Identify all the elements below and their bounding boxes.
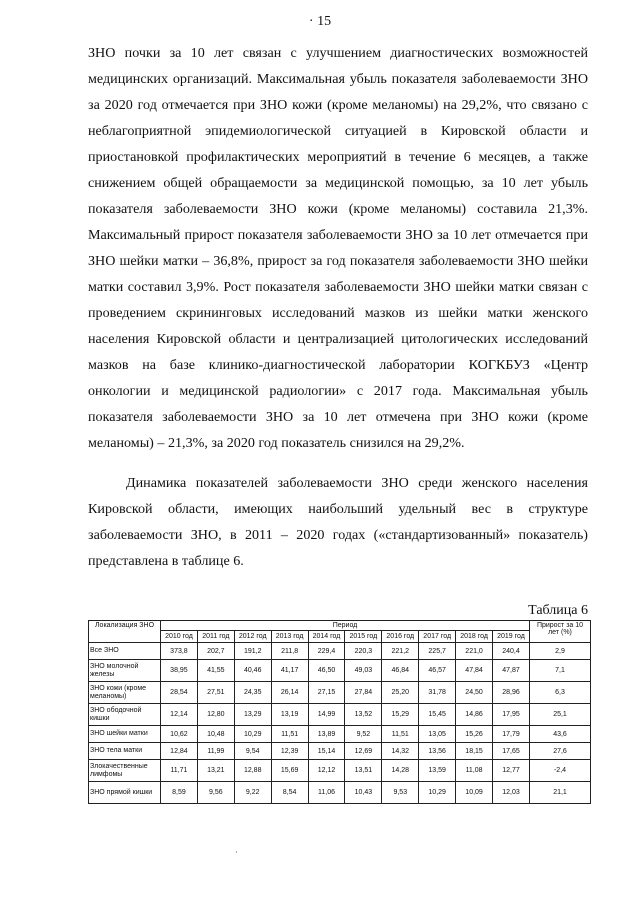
value-cell: 13,89 bbox=[308, 726, 345, 743]
value-cell: 221,2 bbox=[382, 643, 419, 660]
growth-cell: 43,6 bbox=[530, 726, 591, 743]
value-cell: 15,26 bbox=[456, 726, 493, 743]
stray-mark: · bbox=[235, 848, 238, 857]
value-cell: 10,43 bbox=[345, 782, 382, 804]
header-localization: Локализация ЗНО bbox=[89, 621, 161, 643]
value-cell: 26,14 bbox=[271, 682, 308, 704]
paragraph-2: Динамика показателей заболеваемости ЗНО среди женского населения Кировской области, имеющих наибольший удельный вес в структуре заболеваемости ЗНО, в 2011 – 2020 годах («стандартизованный» показатель) представлена в таблице 6. bbox=[88, 475, 588, 569]
row-label: ЗНО молочной железы bbox=[89, 660, 161, 682]
value-cell: 14,86 bbox=[456, 704, 493, 726]
year-header: 2014 год bbox=[308, 631, 345, 643]
value-cell: 15,69 bbox=[271, 760, 308, 782]
growth-cell: -2,4 bbox=[530, 760, 591, 782]
value-cell: 14,28 bbox=[382, 760, 419, 782]
incidence-table bbox=[88, 620, 591, 804]
row-label: ЗНО ободочной кишки bbox=[89, 704, 161, 726]
table-row bbox=[89, 782, 591, 804]
value-cell: 10,29 bbox=[234, 726, 271, 743]
value-cell: 221,0 bbox=[456, 643, 493, 660]
value-cell: 27,51 bbox=[197, 682, 234, 704]
value-cell: 46,84 bbox=[382, 660, 419, 682]
value-cell: 9,53 bbox=[382, 782, 419, 804]
paragraph-1: ЗНО почки за 10 лет связан с улучшением диагностических возможностей медицинских организаций. Максимальная убыль показателя заболеваемости ЗНО за 2020 год отмечается при ЗНО кожи (кроме меланомы) на 29,2%, что связано с неблагоприятной эпидемиологической ситуацией в Кировской области и приостановкой профилактических мероприятий в течение 6 месяцев, а также снижением общей обращаемости за медицинской помощью, за 10 лет убыль показателя заболеваемости ЗНО кожи (кроме меланомы) составила 21,3%. Максимальный прирост показателя заболеваемости ЗНО за 10 лет отмечается при ЗНО шейки матки – 36,8%, прирост за год показателя заболеваемости ЗНО шейки матки составил 3,9%. Рост показателя заболеваемости ЗНО шейки матки связан с проведением скрининговых исследований мазков из шейки матки женского населения Кировской области и централизацией цитологических исследований мазков на базе клинико-диагностической лаборатории КОГКБУЗ «Центр онкологии и медицинской радиологии» с 2017 года. Максимальная убыль показателя заболеваемости ЗНО за 10 лет отмечена при ЗНО кожи (кроме меланомы) – 21,3%, за 2020 год показатель снизился на 29,2%. bbox=[88, 45, 588, 451]
value-cell: 12,14 bbox=[161, 704, 198, 726]
value-cell: 28,54 bbox=[161, 682, 198, 704]
value-cell: 9,52 bbox=[345, 726, 382, 743]
value-cell: 229,4 bbox=[308, 643, 345, 660]
body-text bbox=[88, 40, 588, 574]
value-cell: 9,56 bbox=[197, 782, 234, 804]
value-cell: 15,29 bbox=[382, 704, 419, 726]
header-growth: Прирост за 10 лет (%) bbox=[530, 621, 591, 643]
value-cell: 40,46 bbox=[234, 660, 271, 682]
value-cell: 8,59 bbox=[161, 782, 198, 804]
row-label: ЗНО кожи (кроме меланомы) bbox=[89, 682, 161, 704]
header-period: Период bbox=[161, 621, 530, 631]
table-row bbox=[89, 704, 591, 726]
row-label: ЗНО тела матки bbox=[89, 743, 161, 760]
table-row bbox=[89, 760, 591, 782]
value-cell: 10,48 bbox=[197, 726, 234, 743]
value-cell: 11,51 bbox=[382, 726, 419, 743]
year-header: 2016 год bbox=[382, 631, 419, 643]
value-cell: 9,22 bbox=[234, 782, 271, 804]
row-label: Все ЗНО bbox=[89, 643, 161, 660]
value-cell: 27,84 bbox=[345, 682, 382, 704]
growth-cell: 27,6 bbox=[530, 743, 591, 760]
value-cell: 8,54 bbox=[271, 782, 308, 804]
value-cell: 24,50 bbox=[456, 682, 493, 704]
row-label: ЗНО шейки матки bbox=[89, 726, 161, 743]
value-cell: 25,20 bbox=[382, 682, 419, 704]
table-row bbox=[89, 682, 591, 704]
value-cell: 18,15 bbox=[456, 743, 493, 760]
value-cell: 9,54 bbox=[234, 743, 271, 760]
table-caption: Таблица 6 bbox=[528, 603, 588, 618]
value-cell: 225,7 bbox=[419, 643, 456, 660]
value-cell: 13,19 bbox=[271, 704, 308, 726]
year-header: 2015 год bbox=[345, 631, 382, 643]
table-body bbox=[89, 643, 591, 804]
year-header: 2019 год bbox=[493, 631, 530, 643]
value-cell: 10,62 bbox=[161, 726, 198, 743]
value-cell: 240,4 bbox=[493, 643, 530, 660]
value-cell: 27,15 bbox=[308, 682, 345, 704]
value-cell: 12,12 bbox=[308, 760, 345, 782]
year-header: 2011 год bbox=[197, 631, 234, 643]
value-cell: 191,2 bbox=[234, 643, 271, 660]
year-header-row bbox=[89, 631, 591, 643]
value-cell: 11,99 bbox=[197, 743, 234, 760]
value-cell: 13,52 bbox=[345, 704, 382, 726]
table-row bbox=[89, 743, 591, 760]
year-header: 2013 год bbox=[271, 631, 308, 643]
year-header: 2017 год bbox=[419, 631, 456, 643]
value-cell: 202,7 bbox=[197, 643, 234, 660]
growth-cell: 21,1 bbox=[530, 782, 591, 804]
value-cell: 15,14 bbox=[308, 743, 345, 760]
value-cell: 31,78 bbox=[419, 682, 456, 704]
value-cell: 41,55 bbox=[197, 660, 234, 682]
value-cell: 13,29 bbox=[234, 704, 271, 726]
year-header: 2018 год bbox=[456, 631, 493, 643]
value-cell: 11,51 bbox=[271, 726, 308, 743]
value-cell: 15,45 bbox=[419, 704, 456, 726]
growth-cell: 7,1 bbox=[530, 660, 591, 682]
value-cell: 47,84 bbox=[456, 660, 493, 682]
row-label: ЗНО прямой кишки bbox=[89, 782, 161, 804]
growth-cell: 25,1 bbox=[530, 704, 591, 726]
year-header: 2010 год bbox=[161, 631, 198, 643]
table-row bbox=[89, 660, 591, 682]
value-cell: 13,05 bbox=[419, 726, 456, 743]
value-cell: 13,21 bbox=[197, 760, 234, 782]
value-cell: 11,06 bbox=[308, 782, 345, 804]
row-label: Злокачественные лимфомы bbox=[89, 760, 161, 782]
value-cell: 28,96 bbox=[493, 682, 530, 704]
value-cell: 49,03 bbox=[345, 660, 382, 682]
value-cell: 10,29 bbox=[419, 782, 456, 804]
value-cell: 12,69 bbox=[345, 743, 382, 760]
value-cell: 17,65 bbox=[493, 743, 530, 760]
value-cell: 38,95 bbox=[161, 660, 198, 682]
value-cell: 13,59 bbox=[419, 760, 456, 782]
page-number: · 15 bbox=[308, 14, 332, 29]
value-cell: 14,32 bbox=[382, 743, 419, 760]
value-cell: 12,03 bbox=[493, 782, 530, 804]
table-row bbox=[89, 726, 591, 743]
year-header: 2012 год bbox=[234, 631, 271, 643]
value-cell: 12,77 bbox=[493, 760, 530, 782]
value-cell: 46,50 bbox=[308, 660, 345, 682]
value-cell: 14,99 bbox=[308, 704, 345, 726]
value-cell: 13,56 bbox=[419, 743, 456, 760]
value-cell: 12,84 bbox=[161, 743, 198, 760]
value-cell: 11,08 bbox=[456, 760, 493, 782]
value-cell: 41,17 bbox=[271, 660, 308, 682]
value-cell: 211,8 bbox=[271, 643, 308, 660]
value-cell: 373,8 bbox=[161, 643, 198, 660]
value-cell: 12,88 bbox=[234, 760, 271, 782]
value-cell: 11,71 bbox=[161, 760, 198, 782]
value-cell: 24,35 bbox=[234, 682, 271, 704]
table-row bbox=[89, 643, 591, 660]
value-cell: 17,79 bbox=[493, 726, 530, 743]
value-cell: 10,09 bbox=[456, 782, 493, 804]
value-cell: 12,39 bbox=[271, 743, 308, 760]
growth-cell: 2,9 bbox=[530, 643, 591, 660]
value-cell: 47,87 bbox=[493, 660, 530, 682]
value-cell: 46,57 bbox=[419, 660, 456, 682]
value-cell: 17,95 bbox=[493, 704, 530, 726]
value-cell: 13,51 bbox=[345, 760, 382, 782]
value-cell: 220,3 bbox=[345, 643, 382, 660]
value-cell: 12,80 bbox=[197, 704, 234, 726]
growth-cell: 6,3 bbox=[530, 682, 591, 704]
